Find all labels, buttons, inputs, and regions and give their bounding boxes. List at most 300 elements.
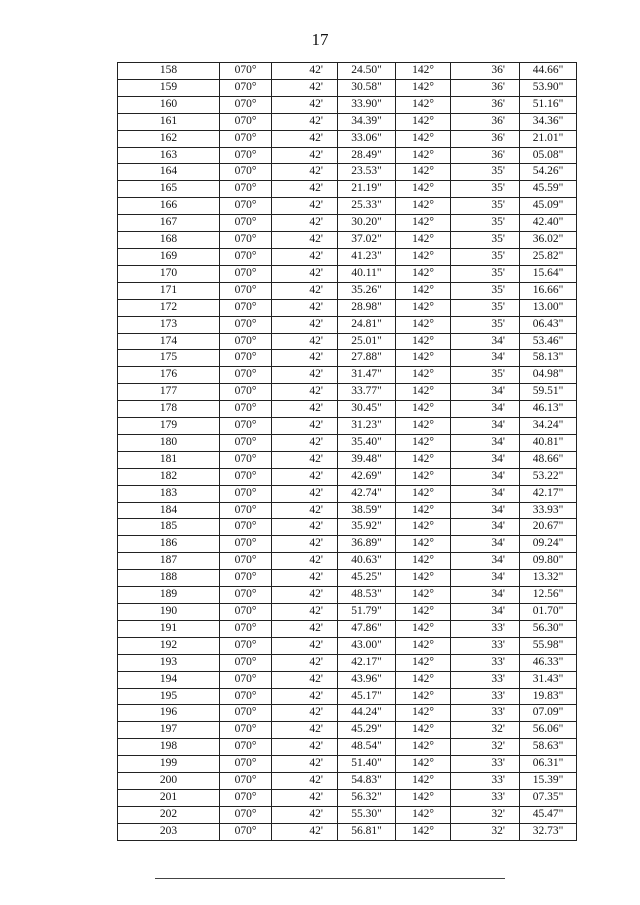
longitude-seconds-cell: 25.01" (338, 333, 396, 350)
longitude-degrees-cell: 070° (220, 604, 272, 621)
point-number-cell: 172 (118, 299, 220, 316)
longitude-degrees-cell: 070° (220, 553, 272, 570)
latitude-minutes-cell: 34' (451, 401, 520, 418)
latitude-minutes-cell: 36' (451, 96, 520, 113)
longitude-minutes-cell: 42' (272, 722, 338, 739)
longitude-minutes-cell: 42' (272, 63, 338, 80)
latitude-seconds-cell: 25.82" (520, 248, 577, 265)
point-number-cell: 180 (118, 434, 220, 451)
point-number-cell: 198 (118, 739, 220, 756)
latitude-seconds-cell: 31.43" (520, 671, 577, 688)
longitude-degrees-cell: 070° (220, 451, 272, 468)
latitude-seconds-cell: 58.63" (520, 739, 577, 756)
longitude-seconds-cell: 35.40" (338, 434, 396, 451)
longitude-degrees-cell: 070° (220, 688, 272, 705)
latitude-minutes-cell: 34' (451, 485, 520, 502)
longitude-minutes-cell: 42' (272, 654, 338, 671)
latitude-degrees-cell: 142° (396, 299, 451, 316)
longitude-minutes-cell: 42' (272, 485, 338, 502)
latitude-degrees-cell: 142° (396, 789, 451, 806)
point-number-cell: 196 (118, 705, 220, 722)
longitude-degrees-cell: 070° (220, 63, 272, 80)
longitude-seconds-cell: 38.59" (338, 502, 396, 519)
longitude-minutes-cell: 42' (272, 823, 338, 840)
longitude-minutes-cell: 42' (272, 553, 338, 570)
table-row (118, 316, 577, 333)
latitude-minutes-cell: 32' (451, 739, 520, 756)
latitude-degrees-cell: 142° (396, 401, 451, 418)
longitude-minutes-cell: 42' (272, 79, 338, 96)
latitude-degrees-cell: 142° (396, 434, 451, 451)
latitude-degrees-cell: 142° (396, 485, 451, 502)
point-number-cell: 192 (118, 637, 220, 654)
latitude-seconds-cell: 46.13" (520, 401, 577, 418)
latitude-degrees-cell: 142° (396, 384, 451, 401)
longitude-seconds-cell: 21.19" (338, 181, 396, 198)
latitude-minutes-cell: 33' (451, 637, 520, 654)
longitude-minutes-cell: 42' (272, 570, 338, 587)
latitude-minutes-cell: 34' (451, 333, 520, 350)
longitude-seconds-cell: 31.23" (338, 418, 396, 435)
latitude-minutes-cell: 34' (451, 418, 520, 435)
point-number-cell: 185 (118, 519, 220, 536)
latitude-degrees-cell: 142° (396, 418, 451, 435)
longitude-minutes-cell: 42' (272, 451, 338, 468)
point-number-cell: 181 (118, 451, 220, 468)
point-number-cell: 191 (118, 620, 220, 637)
longitude-degrees-cell: 070° (220, 282, 272, 299)
table-row (118, 198, 577, 215)
longitude-degrees-cell: 070° (220, 164, 272, 181)
latitude-minutes-cell: 33' (451, 773, 520, 790)
longitude-seconds-cell: 42.17" (338, 654, 396, 671)
latitude-minutes-cell: 35' (451, 299, 520, 316)
latitude-degrees-cell: 142° (396, 671, 451, 688)
point-number-cell: 203 (118, 823, 220, 840)
longitude-degrees-cell: 070° (220, 96, 272, 113)
table-row (118, 434, 577, 451)
longitude-degrees-cell: 070° (220, 248, 272, 265)
table-row (118, 147, 577, 164)
longitude-minutes-cell: 42' (272, 789, 338, 806)
latitude-seconds-cell: 01.70" (520, 604, 577, 621)
point-number-cell: 178 (118, 401, 220, 418)
latitude-seconds-cell: 09.80" (520, 553, 577, 570)
point-number-cell: 174 (118, 333, 220, 350)
latitude-minutes-cell: 35' (451, 232, 520, 249)
table-row (118, 553, 577, 570)
latitude-minutes-cell: 34' (451, 502, 520, 519)
longitude-degrees-cell: 070° (220, 434, 272, 451)
longitude-minutes-cell: 42' (272, 164, 338, 181)
latitude-seconds-cell: 59.51" (520, 384, 577, 401)
latitude-degrees-cell: 142° (396, 570, 451, 587)
point-number-cell: 193 (118, 654, 220, 671)
longitude-seconds-cell: 35.92" (338, 519, 396, 536)
longitude-seconds-cell: 54.83" (338, 773, 396, 790)
page-number: 17 (311, 30, 329, 49)
longitude-seconds-cell: 35.26" (338, 282, 396, 299)
longitude-degrees-cell: 070° (220, 705, 272, 722)
longitude-seconds-cell: 41.23" (338, 248, 396, 265)
longitude-degrees-cell: 070° (220, 587, 272, 604)
longitude-degrees-cell: 070° (220, 823, 272, 840)
longitude-minutes-cell: 42' (272, 333, 338, 350)
longitude-degrees-cell: 070° (220, 620, 272, 637)
latitude-minutes-cell: 33' (451, 688, 520, 705)
latitude-degrees-cell: 142° (396, 654, 451, 671)
latitude-minutes-cell: 36' (451, 63, 520, 80)
latitude-degrees-cell: 142° (396, 468, 451, 485)
longitude-degrees-cell: 070° (220, 113, 272, 130)
table-row (118, 333, 577, 350)
latitude-degrees-cell: 142° (396, 79, 451, 96)
point-number-cell: 165 (118, 181, 220, 198)
longitude-seconds-cell: 30.45" (338, 401, 396, 418)
latitude-seconds-cell: 51.16" (520, 96, 577, 113)
longitude-degrees-cell: 070° (220, 502, 272, 519)
longitude-minutes-cell: 42' (272, 130, 338, 147)
latitude-degrees-cell: 142° (396, 806, 451, 823)
latitude-minutes-cell: 33' (451, 654, 520, 671)
table-row (118, 688, 577, 705)
longitude-degrees-cell: 070° (220, 468, 272, 485)
latitude-degrees-cell: 142° (396, 198, 451, 215)
longitude-minutes-cell: 42' (272, 215, 338, 232)
point-number-cell: 197 (118, 722, 220, 739)
latitude-minutes-cell: 33' (451, 789, 520, 806)
latitude-seconds-cell: 56.30" (520, 620, 577, 637)
table-row (118, 502, 577, 519)
longitude-degrees-cell: 070° (220, 367, 272, 384)
latitude-seconds-cell: 46.33" (520, 654, 577, 671)
bottom-rule (155, 878, 505, 879)
table-row (118, 705, 577, 722)
latitude-degrees-cell: 142° (396, 722, 451, 739)
longitude-degrees-cell: 070° (220, 333, 272, 350)
longitude-seconds-cell: 33.90" (338, 96, 396, 113)
table-row (118, 265, 577, 282)
point-number-cell: 161 (118, 113, 220, 130)
table-row (118, 654, 577, 671)
table-row (118, 96, 577, 113)
latitude-degrees-cell: 142° (396, 553, 451, 570)
point-number-cell: 195 (118, 688, 220, 705)
table-row (118, 671, 577, 688)
point-number-cell: 175 (118, 350, 220, 367)
longitude-seconds-cell: 56.81" (338, 823, 396, 840)
longitude-degrees-cell: 070° (220, 739, 272, 756)
point-number-cell: 189 (118, 587, 220, 604)
latitude-degrees-cell: 142° (396, 316, 451, 333)
point-number-cell: 171 (118, 282, 220, 299)
longitude-minutes-cell: 42' (272, 367, 338, 384)
table-row (118, 350, 577, 367)
latitude-seconds-cell: 53.90" (520, 79, 577, 96)
latitude-seconds-cell: 15.64" (520, 265, 577, 282)
latitude-degrees-cell: 142° (396, 333, 451, 350)
point-number-cell: 184 (118, 502, 220, 519)
point-number-cell: 169 (118, 248, 220, 265)
longitude-degrees-cell: 070° (220, 130, 272, 147)
point-number-cell: 159 (118, 79, 220, 96)
longitude-minutes-cell: 42' (272, 181, 338, 198)
latitude-seconds-cell: 48.66" (520, 451, 577, 468)
latitude-seconds-cell: 42.40" (520, 215, 577, 232)
table-row (118, 536, 577, 553)
longitude-minutes-cell: 42' (272, 756, 338, 773)
longitude-seconds-cell: 28.98" (338, 299, 396, 316)
table-row (118, 451, 577, 468)
longitude-minutes-cell: 42' (272, 418, 338, 435)
point-number-cell: 199 (118, 756, 220, 773)
longitude-degrees-cell: 070° (220, 485, 272, 502)
table-row (118, 485, 577, 502)
latitude-seconds-cell: 42.17" (520, 485, 577, 502)
longitude-minutes-cell: 42' (272, 232, 338, 249)
longitude-minutes-cell: 42' (272, 198, 338, 215)
table-row (118, 164, 577, 181)
latitude-seconds-cell: 07.09" (520, 705, 577, 722)
latitude-seconds-cell: 53.46" (520, 333, 577, 350)
latitude-minutes-cell: 36' (451, 130, 520, 147)
latitude-minutes-cell: 33' (451, 671, 520, 688)
latitude-degrees-cell: 142° (396, 164, 451, 181)
longitude-seconds-cell: 36.89" (338, 536, 396, 553)
longitude-seconds-cell: 44.24" (338, 705, 396, 722)
point-number-cell: 200 (118, 773, 220, 790)
latitude-degrees-cell: 142° (396, 147, 451, 164)
latitude-degrees-cell: 142° (396, 130, 451, 147)
longitude-seconds-cell: 55.30" (338, 806, 396, 823)
table-row (118, 113, 577, 130)
point-number-cell: 166 (118, 198, 220, 215)
latitude-minutes-cell: 35' (451, 215, 520, 232)
longitude-degrees-cell: 070° (220, 232, 272, 249)
table-row (118, 637, 577, 654)
latitude-seconds-cell: 06.31" (520, 756, 577, 773)
coordinates-table-body (118, 63, 577, 841)
table-row (118, 789, 577, 806)
latitude-degrees-cell: 142° (396, 232, 451, 249)
point-number-cell: 201 (118, 789, 220, 806)
point-number-cell: 158 (118, 63, 220, 80)
longitude-minutes-cell: 42' (272, 265, 338, 282)
latitude-degrees-cell: 142° (396, 502, 451, 519)
table-row (118, 130, 577, 147)
latitude-minutes-cell: 36' (451, 79, 520, 96)
latitude-minutes-cell: 33' (451, 756, 520, 773)
point-number-cell: 170 (118, 265, 220, 282)
point-number-cell: 186 (118, 536, 220, 553)
longitude-seconds-cell: 51.40" (338, 756, 396, 773)
table-row (118, 79, 577, 96)
point-number-cell: 188 (118, 570, 220, 587)
latitude-degrees-cell: 142° (396, 265, 451, 282)
longitude-degrees-cell: 070° (220, 147, 272, 164)
table-row (118, 418, 577, 435)
longitude-seconds-cell: 30.58" (338, 79, 396, 96)
table-row (118, 806, 577, 823)
longitude-seconds-cell: 24.81" (338, 316, 396, 333)
latitude-degrees-cell: 142° (396, 688, 451, 705)
latitude-seconds-cell: 45.09" (520, 198, 577, 215)
longitude-degrees-cell: 070° (220, 722, 272, 739)
latitude-degrees-cell: 142° (396, 215, 451, 232)
latitude-degrees-cell: 142° (396, 96, 451, 113)
longitude-degrees-cell: 070° (220, 519, 272, 536)
latitude-seconds-cell: 15.39" (520, 773, 577, 790)
longitude-minutes-cell: 42' (272, 604, 338, 621)
longitude-degrees-cell: 070° (220, 384, 272, 401)
latitude-seconds-cell: 13.00" (520, 299, 577, 316)
latitude-seconds-cell: 13.32" (520, 570, 577, 587)
latitude-minutes-cell: 36' (451, 147, 520, 164)
longitude-seconds-cell: 40.11" (338, 265, 396, 282)
longitude-seconds-cell: 33.77" (338, 384, 396, 401)
longitude-seconds-cell: 56.32" (338, 789, 396, 806)
longitude-minutes-cell: 42' (272, 773, 338, 790)
latitude-seconds-cell: 55.98" (520, 637, 577, 654)
longitude-degrees-cell: 070° (220, 756, 272, 773)
longitude-degrees-cell: 070° (220, 79, 272, 96)
longitude-seconds-cell: 51.79" (338, 604, 396, 621)
point-number-cell: 162 (118, 130, 220, 147)
latitude-degrees-cell: 142° (396, 350, 451, 367)
latitude-seconds-cell: 09.24" (520, 536, 577, 553)
latitude-minutes-cell: 35' (451, 198, 520, 215)
table-row (118, 282, 577, 299)
table-row (118, 181, 577, 198)
table-row (118, 232, 577, 249)
table-row (118, 773, 577, 790)
longitude-minutes-cell: 42' (272, 468, 338, 485)
latitude-degrees-cell: 142° (396, 181, 451, 198)
longitude-seconds-cell: 48.53" (338, 587, 396, 604)
latitude-seconds-cell: 36.02" (520, 232, 577, 249)
longitude-seconds-cell: 31.47" (338, 367, 396, 384)
latitude-minutes-cell: 32' (451, 722, 520, 739)
latitude-degrees-cell: 142° (396, 823, 451, 840)
latitude-minutes-cell: 34' (451, 519, 520, 536)
longitude-seconds-cell: 43.00" (338, 637, 396, 654)
table-row (118, 367, 577, 384)
longitude-minutes-cell: 42' (272, 739, 338, 756)
coordinates-table (117, 62, 577, 841)
point-number-cell: 164 (118, 164, 220, 181)
latitude-seconds-cell: 33.93" (520, 502, 577, 519)
longitude-minutes-cell: 42' (272, 113, 338, 130)
longitude-minutes-cell: 42' (272, 620, 338, 637)
table-row (118, 604, 577, 621)
point-number-cell: 176 (118, 367, 220, 384)
latitude-degrees-cell: 142° (396, 587, 451, 604)
longitude-degrees-cell: 070° (220, 536, 272, 553)
latitude-seconds-cell: 21.01" (520, 130, 577, 147)
table-row (118, 722, 577, 739)
longitude-seconds-cell: 42.69" (338, 468, 396, 485)
point-number-cell: 194 (118, 671, 220, 688)
table-row (118, 620, 577, 637)
latitude-minutes-cell: 34' (451, 570, 520, 587)
table-row (118, 248, 577, 265)
point-number-cell: 202 (118, 806, 220, 823)
longitude-seconds-cell: 27.88" (338, 350, 396, 367)
longitude-seconds-cell: 33.06" (338, 130, 396, 147)
latitude-minutes-cell: 32' (451, 823, 520, 840)
latitude-minutes-cell: 35' (451, 248, 520, 265)
longitude-seconds-cell: 42.74" (338, 485, 396, 502)
longitude-minutes-cell: 42' (272, 806, 338, 823)
longitude-degrees-cell: 070° (220, 198, 272, 215)
latitude-minutes-cell: 36' (451, 113, 520, 130)
table-row (118, 384, 577, 401)
latitude-seconds-cell: 44.66" (520, 63, 577, 80)
longitude-seconds-cell: 24.50" (338, 63, 396, 80)
latitude-seconds-cell: 54.26" (520, 164, 577, 181)
longitude-minutes-cell: 42' (272, 96, 338, 113)
longitude-minutes-cell: 42' (272, 282, 338, 299)
latitude-seconds-cell: 34.24" (520, 418, 577, 435)
table-row (118, 739, 577, 756)
longitude-seconds-cell: 45.29" (338, 722, 396, 739)
latitude-degrees-cell: 142° (396, 620, 451, 637)
latitude-minutes-cell: 34' (451, 451, 520, 468)
longitude-seconds-cell: 48.54" (338, 739, 396, 756)
latitude-minutes-cell: 34' (451, 604, 520, 621)
longitude-minutes-cell: 42' (272, 536, 338, 553)
table-row (118, 519, 577, 536)
latitude-minutes-cell: 34' (451, 350, 520, 367)
longitude-minutes-cell: 42' (272, 671, 338, 688)
longitude-seconds-cell: 34.39" (338, 113, 396, 130)
latitude-minutes-cell: 34' (451, 434, 520, 451)
latitude-seconds-cell: 20.67" (520, 519, 577, 536)
longitude-seconds-cell: 37.02" (338, 232, 396, 249)
latitude-degrees-cell: 142° (396, 519, 451, 536)
latitude-seconds-cell: 04.98" (520, 367, 577, 384)
latitude-seconds-cell: 40.81" (520, 434, 577, 451)
longitude-seconds-cell: 30.20" (338, 215, 396, 232)
latitude-minutes-cell: 35' (451, 282, 520, 299)
point-number-cell: 168 (118, 232, 220, 249)
longitude-degrees-cell: 070° (220, 418, 272, 435)
longitude-minutes-cell: 42' (272, 688, 338, 705)
latitude-seconds-cell: 05.08" (520, 147, 577, 164)
table-row (118, 468, 577, 485)
longitude-degrees-cell: 070° (220, 773, 272, 790)
latitude-minutes-cell: 35' (451, 265, 520, 282)
longitude-seconds-cell: 47.86" (338, 620, 396, 637)
latitude-minutes-cell: 33' (451, 705, 520, 722)
latitude-seconds-cell: 45.47" (520, 806, 577, 823)
longitude-degrees-cell: 070° (220, 654, 272, 671)
latitude-degrees-cell: 142° (396, 63, 451, 80)
table-row (118, 401, 577, 418)
point-number-cell: 163 (118, 147, 220, 164)
table-row (118, 756, 577, 773)
latitude-degrees-cell: 142° (396, 451, 451, 468)
latitude-minutes-cell: 34' (451, 468, 520, 485)
latitude-seconds-cell: 53.22" (520, 468, 577, 485)
longitude-minutes-cell: 42' (272, 147, 338, 164)
latitude-degrees-cell: 142° (396, 282, 451, 299)
point-number-cell: 173 (118, 316, 220, 333)
longitude-minutes-cell: 42' (272, 384, 338, 401)
longitude-seconds-cell: 45.17" (338, 688, 396, 705)
longitude-minutes-cell: 42' (272, 502, 338, 519)
point-number-cell: 190 (118, 604, 220, 621)
